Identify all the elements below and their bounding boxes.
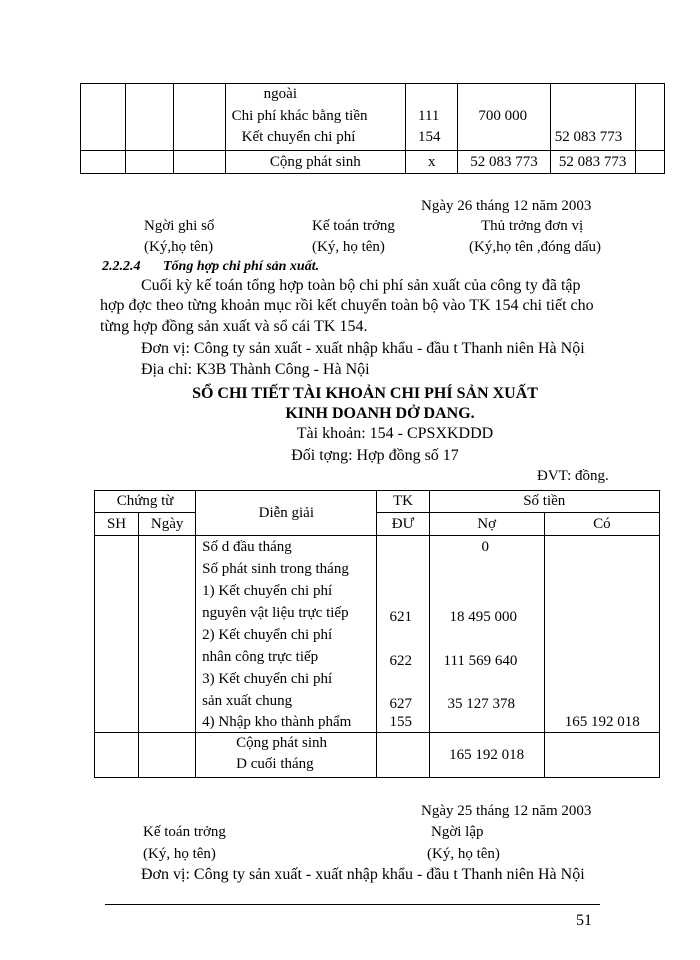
signer-sub: (Ký, họ tên) bbox=[427, 846, 500, 862]
top-table bbox=[80, 83, 665, 174]
signer-sub: (Ký, họ tên) bbox=[312, 239, 385, 255]
ledger-unit: ĐVT: đồng. bbox=[537, 468, 609, 484]
signer-sub: (Ký,họ tên ,đóng dấu) bbox=[469, 239, 602, 255]
row-debit: 0 bbox=[481, 539, 490, 555]
signer-title: Kế toán trởng bbox=[143, 824, 226, 840]
row-debit: 111 569 640 bbox=[443, 653, 518, 669]
paragraph-line: Cuối kỳ kế toán tổng hợp toàn bộ chi phí sản xuất của công ty đã tập bbox=[141, 277, 581, 294]
desc-line: Số phát sinh trong tháng bbox=[202, 561, 349, 577]
total-tk: x bbox=[406, 151, 458, 174]
total-desc: D cuối tháng bbox=[236, 756, 314, 772]
desc-line: Số d đầu tháng bbox=[202, 539, 292, 555]
row-tk: 627 bbox=[389, 696, 412, 712]
sign-date: Ngày 25 tháng 12 năm 2003 bbox=[421, 803, 592, 819]
desc-line: nguyên vật liệu trực tiếp bbox=[202, 605, 349, 621]
paragraph-line: từng hợp đồng sản xuất và sổ cái TK 154. bbox=[100, 318, 368, 335]
desc-line: nhân công trực tiếp bbox=[202, 649, 319, 665]
signer-title: Kế toán trởng bbox=[312, 218, 395, 234]
ledger-title: SỔ CHI TIẾT TÀI KHOẢN CHI PHÍ SẢN XUẤT bbox=[192, 385, 538, 402]
sign-date: Ngày 26 tháng 12 năm 2003 bbox=[421, 198, 592, 214]
paragraph-line: hợp đợc theo từng khoản mục rồi kết chuyển toàn bộ vào TK 154 chi tiết cho bbox=[100, 297, 594, 314]
header-tk-du: ĐƯ bbox=[377, 513, 429, 536]
company-unit: Đơn vị: Công ty sản xuất - xuất nhập khẩu - đầu t Thanh niên Hà Nội bbox=[141, 340, 585, 357]
row-desc: Kết chuyển chi phí bbox=[241, 129, 356, 145]
row-tk: 622 bbox=[389, 653, 412, 669]
footer-unit: Đơn vị: Công ty sản xuất - xuất nhập khẩu - đầu t Thanh niên Hà Nội bbox=[141, 866, 585, 883]
header-credit: Có bbox=[544, 513, 659, 536]
header-desc: Diễn giải bbox=[196, 491, 377, 536]
row-tk: 621 bbox=[389, 609, 412, 625]
header-voucher: Chứng từ bbox=[95, 491, 196, 513]
row-credit: 165 192 018 bbox=[564, 714, 640, 730]
header-amount: Số tiền bbox=[429, 491, 659, 513]
row-tk: 111 bbox=[418, 108, 440, 124]
header-debit: Nợ bbox=[429, 513, 544, 536]
row-tk: 155 bbox=[389, 714, 412, 730]
ledger-table bbox=[94, 490, 660, 778]
total-desc: Cộng phát sinh bbox=[236, 735, 327, 751]
ledger-account: Tài khoản: 154 - CPSXKDDD bbox=[296, 425, 494, 442]
total-debit: 165 192 018 bbox=[429, 733, 544, 778]
row-debit: 35 127 378 bbox=[447, 696, 516, 712]
row-debit: 18 495 000 bbox=[449, 609, 518, 625]
signer-sub: (Ký, họ tên) bbox=[143, 846, 216, 862]
row-desc: Chi phí khác bằng tiền bbox=[231, 108, 368, 124]
desc-line: 2) Kết chuyển chi phí bbox=[202, 627, 333, 643]
desc-line: 4) Nhập kho thành phẩm bbox=[202, 714, 352, 730]
signer-title: Ngời lập bbox=[431, 824, 484, 840]
company-address: Địa chỉ: K3B Thành Công - Hà Nội bbox=[141, 361, 370, 378]
header-sh: SH bbox=[95, 513, 139, 536]
total-desc: Cộng phát sinh bbox=[225, 151, 405, 174]
desc-line: sản xuất chung bbox=[202, 693, 293, 709]
desc-line: 3) Kết chuyển chi phí bbox=[202, 671, 333, 687]
signer-title: Ngời ghi sổ bbox=[144, 218, 215, 234]
row-debit: 700 000 bbox=[478, 108, 528, 124]
footer-rule bbox=[105, 904, 600, 905]
signer-sub: (Ký,họ tên) bbox=[144, 239, 214, 255]
desc-line: 1) Kết chuyển chi phí bbox=[202, 583, 333, 599]
section-title: Tổng hợp chi phí sản xuất. bbox=[163, 259, 320, 274]
header-tk: TK bbox=[377, 491, 429, 513]
total-credit: 52 083 773 bbox=[550, 151, 635, 174]
ledger-object: Đối tợng: Hợp đồng số 17 bbox=[291, 447, 459, 464]
row-tk: 154 bbox=[418, 129, 441, 145]
signer-title: Thủ trởng đơn vị bbox=[481, 218, 584, 234]
ledger-title: KINH DOANH DỞ DANG. bbox=[285, 405, 475, 422]
header-date: Ngày bbox=[139, 513, 196, 536]
total-debit: 52 083 773 bbox=[458, 151, 550, 174]
row-desc: ngoài bbox=[263, 86, 297, 102]
section-number: 2.2.2.4 bbox=[102, 259, 141, 274]
page-number: 51 bbox=[576, 912, 592, 929]
row-credit: 52 083 773 bbox=[554, 129, 623, 145]
